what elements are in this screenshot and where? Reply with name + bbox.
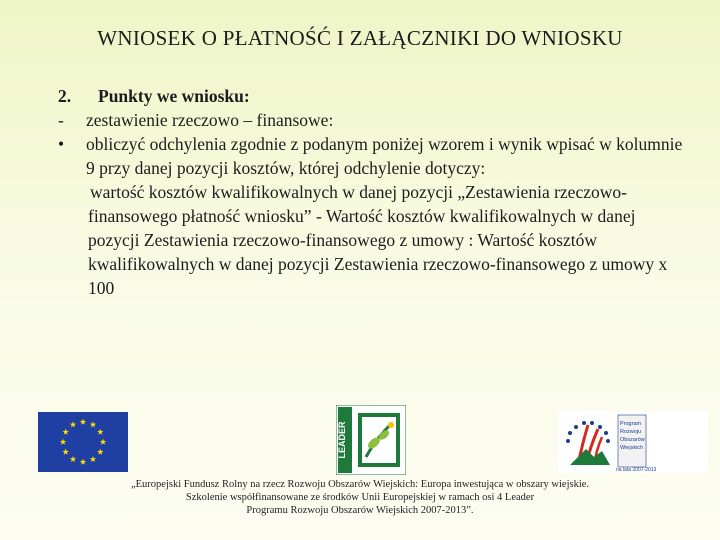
svg-text:Wiejskich: Wiejskich (620, 445, 644, 451)
eu-star-icon (90, 421, 96, 427)
eu-star-icon (70, 456, 76, 462)
leader-icon (336, 405, 406, 475)
svg-text:Obszarów: Obszarów (620, 437, 645, 443)
footer-line: „Europejski Fundusz Rolny na rzecz Rozwoju Obszarów Wiejskich: Europa inwestująca w obszary wiejskie. (130, 479, 590, 490)
svg-text:na lata 2007-2013: na lata 2007-2013 (616, 467, 657, 473)
eu-star-icon (100, 439, 106, 445)
section-heading (58, 84, 688, 108)
formula-text: wartość kosztów kwalifikowalnych w danej pozycji „Zestawienia rzeczowo-finansowego płatność wniosku” - Wartość kosztów kwalifikowalnych w danej pozycji Zestawienia rzeczowo-finansowego z umowy : Wartość kosztów kwalifikowalnych w danej pozycji Zestawienia rzeczowo-finansowego z umowy x 100 (88, 182, 668, 298)
eu-flag-logo (38, 412, 128, 472)
eu-star-icon (80, 419, 86, 425)
eu-star-icon (97, 449, 103, 455)
eu-star-icon (97, 429, 103, 435)
eu-star-icon (62, 449, 68, 455)
list-item (58, 132, 688, 180)
eu-stars-icon (38, 412, 128, 472)
eu-star-icon (80, 459, 86, 465)
eu-star-icon (60, 439, 66, 445)
eu-star-icon (62, 429, 68, 435)
svg-text:Rozwoju: Rozwoju (620, 429, 642, 435)
section-title: Punkty we wniosku: (98, 86, 250, 106)
list-item (58, 108, 688, 132)
dash-marker: - (58, 110, 64, 130)
eu-star-icon (70, 421, 76, 427)
main-content (58, 84, 688, 300)
section-number: 2. (58, 86, 72, 106)
prow-icon (558, 411, 708, 473)
footer-line: Szkolenie współfinansowane ze środków Unii Europejskiej w ramach osi 4 Leader (185, 492, 535, 503)
list-item-text: obliczyć odchylenia zgodnie z podanym poniżej wzorem i wynik wpisać w kolumnie 9 przy danej pozycji kosztów, której odchylenie dotyczy: (86, 134, 683, 178)
svg-text:LEADER: LEADER (337, 421, 347, 459)
page-title: WNIOSEK O PŁATNOŚĆ I ZAŁĄCZNIKI DO WNIOSKU (97, 26, 623, 50)
leader-logo (336, 405, 406, 475)
bullet-marker: • (58, 134, 65, 154)
footer-note (90, 478, 630, 517)
logo-strip (0, 405, 720, 475)
svg-text:Program: Program (620, 421, 642, 427)
eu-star-icon (90, 456, 96, 462)
prow-logo (558, 411, 708, 473)
footer-line: Programu Rozwoju Obszarów Wiejskich 2007-2013”. (246, 505, 474, 516)
list-item-text: zestawienie rzeczowo – finansowe: (86, 110, 334, 130)
